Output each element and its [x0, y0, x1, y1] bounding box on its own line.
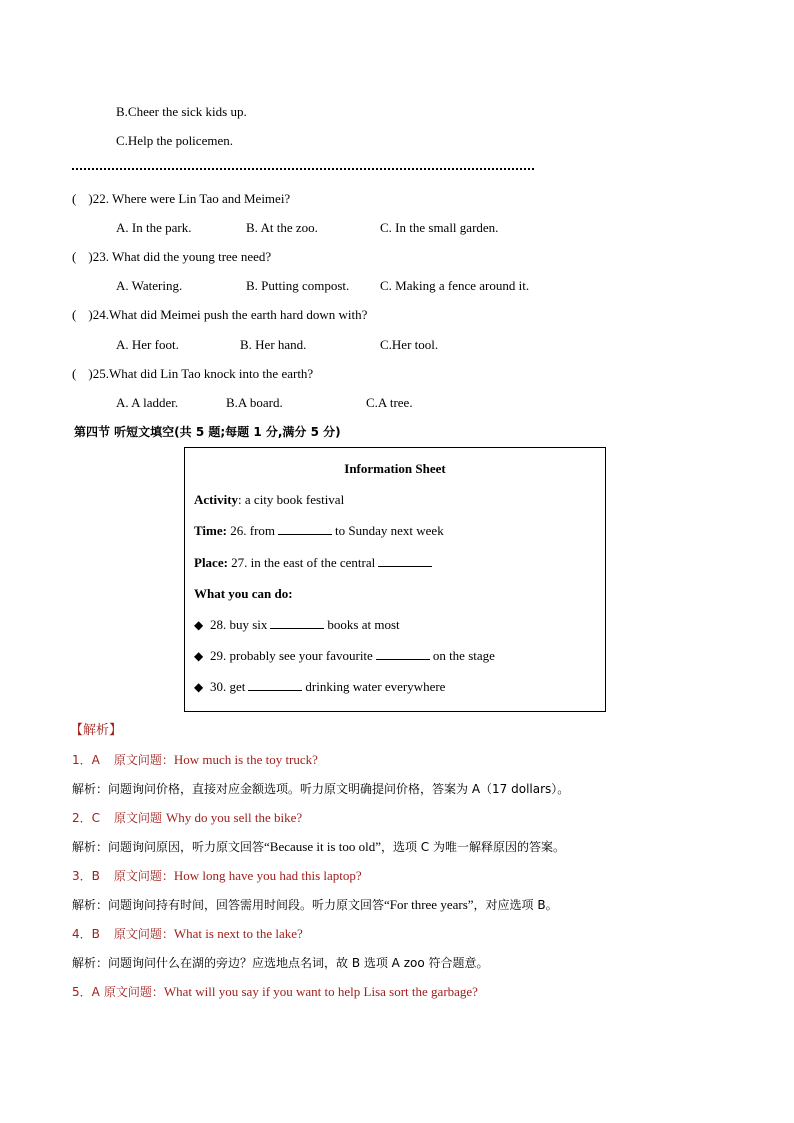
original-question: How long have you had this laptop?: [173, 868, 362, 883]
answer-bracket-open: (: [72, 307, 77, 322]
q25-option-a: A. A ladder.: [116, 395, 179, 410]
analysis-item-2: [72, 810, 302, 826]
activity-label: Activity: [194, 492, 239, 507]
option-c-help: C.Help the policemen.: [116, 133, 233, 148]
blank-26[interactable]: [278, 523, 332, 535]
item-29-after: on the stage: [432, 648, 495, 663]
diamond-bullet-icon: ◆: [194, 680, 204, 694]
answer-bracket-close: ): [88, 191, 93, 206]
dotted-divider: [72, 160, 534, 170]
answer-number: 2．C: [72, 811, 101, 825]
q24-option-c: C.Her tool.: [380, 337, 439, 352]
time-after: to Sunday next week: [335, 523, 444, 538]
information-sheet: [184, 447, 606, 712]
explain-quote: “Because it is too old”: [264, 839, 381, 854]
blank-27[interactable]: [378, 555, 432, 567]
question-22: [72, 191, 290, 207]
activity-row: [194, 492, 344, 508]
question-stem: 24.What did Meimei push the earth hard down with?: [92, 307, 368, 322]
time-label: Time:: [194, 523, 227, 538]
q25-option-b: B.A board.: [226, 395, 283, 410]
section-four-heading: 第四节 听短文填空(共 5 题;每题 1 分,满分 5 分): [74, 425, 341, 439]
answer-number: 1．A: [72, 753, 100, 767]
answer-number: 4．B: [72, 927, 100, 941]
question-25: [72, 366, 313, 382]
question-24: [72, 307, 367, 323]
activity-value: : a city book festival: [238, 492, 345, 507]
analysis-explain-3: [72, 897, 558, 913]
q23-option-a: A. Watering.: [116, 278, 183, 293]
diamond-bullet-icon: ◆: [194, 649, 204, 663]
analysis-explain-4: 解析：问题询问什么在湖的旁边？应选地点名词，故 B 选项 A zoo 符合题意。: [72, 956, 489, 970]
info-sheet-title: Information Sheet: [344, 461, 446, 476]
explain-suffix: ，对应选项 B。: [473, 898, 558, 912]
item-28-before: 28. buy six: [210, 617, 268, 632]
analysis-explain-1: 解析：问题询问价格，直接对应金额选项。听力原文明确提问价格，答案为 A（17 dollars）。: [72, 782, 570, 796]
analysis-item-5: [72, 984, 478, 1000]
analysis-heading: 【解析】: [70, 723, 123, 738]
place-before: 27. in the east of the central: [227, 555, 376, 570]
answer-bracket-open: (: [72, 191, 77, 206]
question-stem: 25.What did Lin Tao knock into the earth?: [92, 366, 314, 381]
analysis-item-1: [72, 752, 318, 768]
place-label: Place:: [194, 555, 228, 570]
item-28-row: [194, 617, 400, 633]
explain-suffix: ，选项 C 为唯一解释原因的答案。: [380, 840, 565, 854]
question-stem: 22. Where were Lin Tao and Meimei?: [92, 191, 291, 206]
option-b-cheer: B.Cheer the sick kids up.: [116, 104, 247, 119]
q22-option-b: B. At the zoo.: [246, 220, 318, 235]
answer-bracket-open: (: [72, 366, 77, 381]
question-label: 原文问题：: [103, 985, 164, 999]
time-row: [194, 523, 444, 539]
answer-bracket-close: ): [88, 366, 93, 381]
blank-30[interactable]: [248, 679, 302, 691]
can-do-label: What you can do:: [194, 586, 293, 601]
original-question: How much is the toy truck?: [173, 752, 318, 767]
blank-29[interactable]: [376, 648, 430, 660]
explain-prefix: 解析：问题询问原因，听力原文回答: [72, 840, 265, 854]
analysis-item-4: [72, 926, 303, 942]
q23-option-b: B. Putting compost.: [246, 278, 350, 293]
explain-prefix: 解析：问题询问持有时间，回答需用时间段。听力原文回答: [72, 898, 385, 912]
q24-option-a: A. Her foot.: [116, 337, 179, 352]
item-29-row: [194, 648, 495, 664]
answer-number: 3．B: [72, 869, 100, 883]
diamond-bullet-icon: ◆: [194, 618, 204, 632]
blank-28[interactable]: [270, 617, 324, 629]
item-28-after: books at most: [327, 617, 400, 632]
question-label: 原文问题: [114, 811, 163, 825]
question-label: 原文问题：: [113, 753, 174, 767]
q23-option-c: C. Making a fence around it.: [380, 278, 530, 293]
time-before: 26. from: [226, 523, 276, 538]
answer-bracket-close: ): [88, 249, 93, 264]
original-question: Why do you sell the bike?: [166, 810, 303, 825]
answer-bracket-open: (: [72, 249, 77, 264]
q22-option-c: C. In the small garden.: [380, 220, 499, 235]
q25-option-c: C.A tree.: [366, 395, 413, 410]
question-label: 原文问题：: [113, 927, 174, 941]
answer-number: 5．A: [72, 985, 100, 999]
q24-option-b: B. Her hand.: [240, 337, 307, 352]
original-question: What is next to the lake?: [173, 926, 303, 941]
item-30-after: drinking water everywhere: [305, 679, 446, 694]
analysis-item-3: [72, 868, 362, 884]
question-stem: 23. What did the young tree need?: [92, 249, 272, 264]
question-label: 原文问题：: [113, 869, 174, 883]
original-question: What will you say if you want to help Lisa sort the garbage?: [163, 984, 478, 999]
place-row: [194, 555, 435, 571]
item-29-before: 29. probably see your favourite: [210, 648, 373, 663]
explain-quote: “For three years”: [384, 897, 474, 912]
item-30-before: 30. get: [210, 679, 246, 694]
question-23: [72, 249, 271, 265]
q22-option-a: A. In the park.: [116, 220, 192, 235]
item-30-row: [194, 679, 445, 695]
answer-bracket-close: ): [88, 307, 93, 322]
analysis-explain-2: [72, 839, 565, 855]
